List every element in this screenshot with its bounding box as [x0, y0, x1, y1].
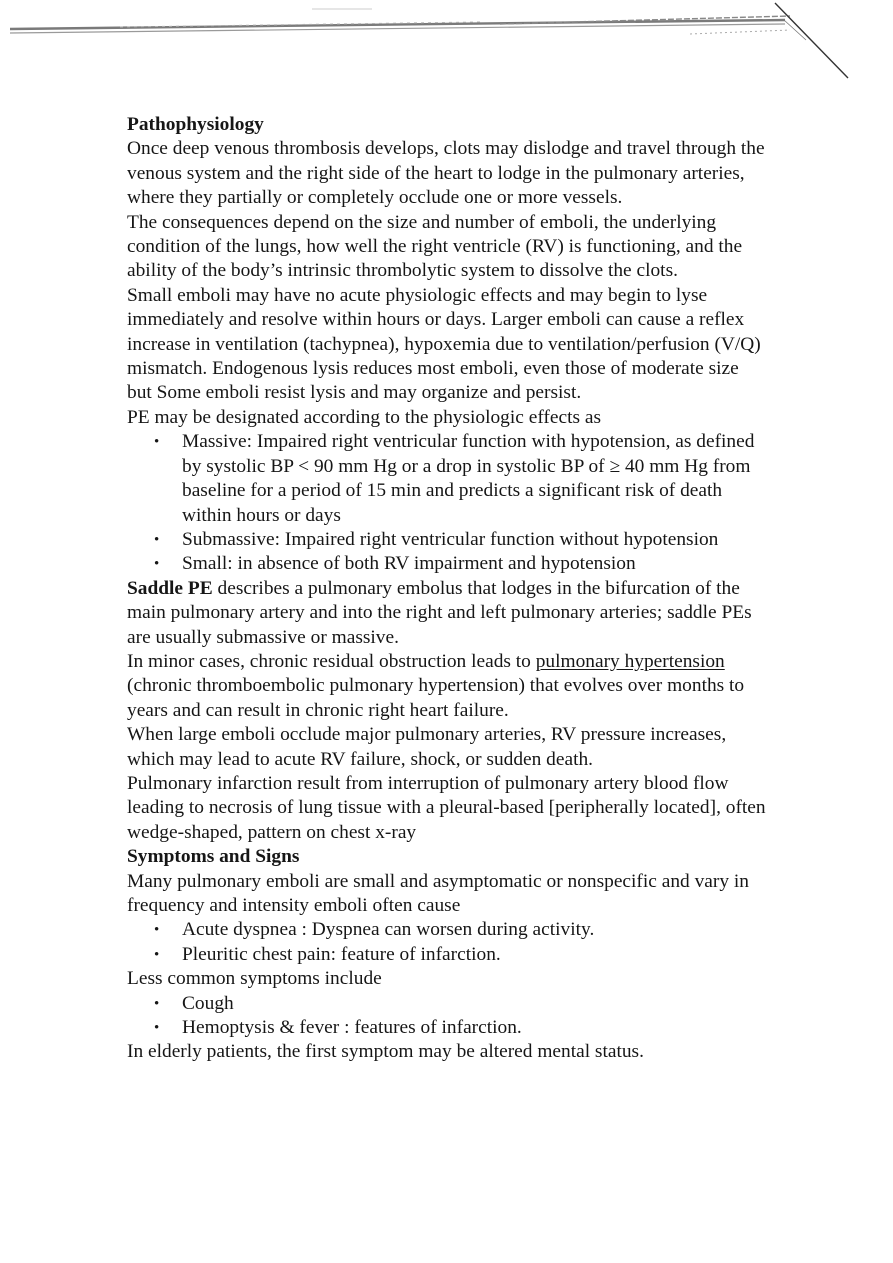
pe-type-submassive: Submassive: Impaired right ventricular function without hypotension	[182, 528, 719, 550]
bullet-icon: •	[154, 556, 160, 573]
scan-artifact-top	[0, 0, 893, 90]
section-heading-pathophysiology: Pathophysiology	[127, 114, 264, 135]
pulmonary-hypertension-link[interactable]: pulmonary hypertension	[535, 650, 725, 672]
list-item	[127, 528, 767, 552]
paragraph-symptoms-intro: Many pulmonary emboli are small and asymptomatic or nonspecific and vary in frequency and intensity emboli often cause	[127, 870, 749, 916]
paragraph-elderly: In elderly patients, the first symptom may be altered mental status.	[127, 1041, 644, 1063]
paragraph-dvt: Once deep venous thrombosis develops, clots may dislodge and travel through the venous system and the right side of the heart to lodge in the pulmonary arteries, where they partially or completely occlude one or more vessels.	[127, 138, 765, 209]
paragraph-less-common: Less common symptoms include	[127, 968, 382, 990]
minor-cases-pre: In minor cases, chronic residual obstruction leads to	[127, 650, 536, 672]
list-item	[127, 552, 767, 576]
minor-cases-post: (chronic thromboembolic pulmonary hypertension) that evolves over months to years and can result in chronic right heart failure.	[127, 675, 745, 721]
pe-type-small: Small: in absence of both RV impairment and hypotension	[182, 553, 636, 575]
document-page	[127, 113, 767, 1065]
pe-type-massive: Massive: Impaired right ventricular function with hypotension, as defined by systolic BP < 90 mm Hg or a drop in systolic BP of ≥ 40 mm Hg from baseline for a period of 15 min and predicts a significant risk of death within hours or days	[182, 431, 755, 526]
paragraph-emboli-size: Small emboli may have no acute physiologic effects and may begin to lyse immediately and resolve within hours or days. Larger emboli can cause a reflex increase in ventilation (tachypnea), hypoxemia due to ventilation/perfusion (V/Q) mismatch. Endogenous lysis reduces most emboli, even those of moderate size but Some emboli resist lysis and may organize and persist.	[127, 284, 761, 404]
saddle-pe-text: describes a pulmonary embolus that lodges in the bifurcation of the main pulmonary artery and into the right and left pulmonary arteries; saddle PEs are usually submassive or massive.	[127, 577, 752, 648]
list-item	[127, 1016, 767, 1040]
paragraph-infarction: Pulmonary infarction result from interruption of pulmonary artery blood flow leading to necrosis of lung tissue with a pleural-based [peripherally located], often wedge-shaped, pattern on chest x-ray	[127, 772, 766, 843]
symptom-hemoptysis: Hemoptysis & fever : features of infarction.	[182, 1017, 522, 1039]
less-common-symptoms-list	[127, 992, 767, 1041]
list-item	[127, 918, 767, 942]
bullet-icon: •	[154, 995, 160, 1012]
paragraph-pe-designation: PE may be designated according to the physiologic effects as	[127, 406, 602, 428]
section-heading-symptoms: Symptoms and Signs	[127, 846, 300, 868]
list-item	[127, 943, 767, 967]
list-item	[127, 992, 767, 1016]
paragraph-large-emboli: When large emboli occlude major pulmonary arteries, RV pressure increases, which may lead to acute RV failure, shock, or sudden death.	[127, 724, 727, 770]
paragraph-saddle-pe	[127, 577, 767, 650]
symptom-cough: Cough	[182, 992, 234, 1014]
common-symptoms-list	[127, 918, 767, 967]
symptom-dyspnea: Acute dyspnea : Dyspnea can worsen during activity.	[182, 919, 595, 941]
bullet-icon: •	[154, 922, 160, 939]
bullet-icon: •	[154, 946, 160, 963]
paragraph-consequences: The consequences depend on the size and number of emboli, the underlying condition of the lungs, how well the right ventricle (RV) is functioning, and the ability of the body’s intrinsic thrombolytic system to dissolve the clots.	[127, 211, 743, 282]
symptom-chest-pain: Pleuritic chest pain: feature of infarction.	[182, 943, 501, 965]
paragraph-minor-cases	[127, 650, 767, 723]
saddle-pe-term: Saddle PE	[127, 577, 213, 599]
bullet-icon: •	[154, 531, 160, 548]
list-item	[127, 430, 767, 528]
bullet-icon: •	[154, 1020, 160, 1037]
pe-types-list	[127, 430, 767, 576]
bullet-icon: •	[154, 434, 160, 451]
